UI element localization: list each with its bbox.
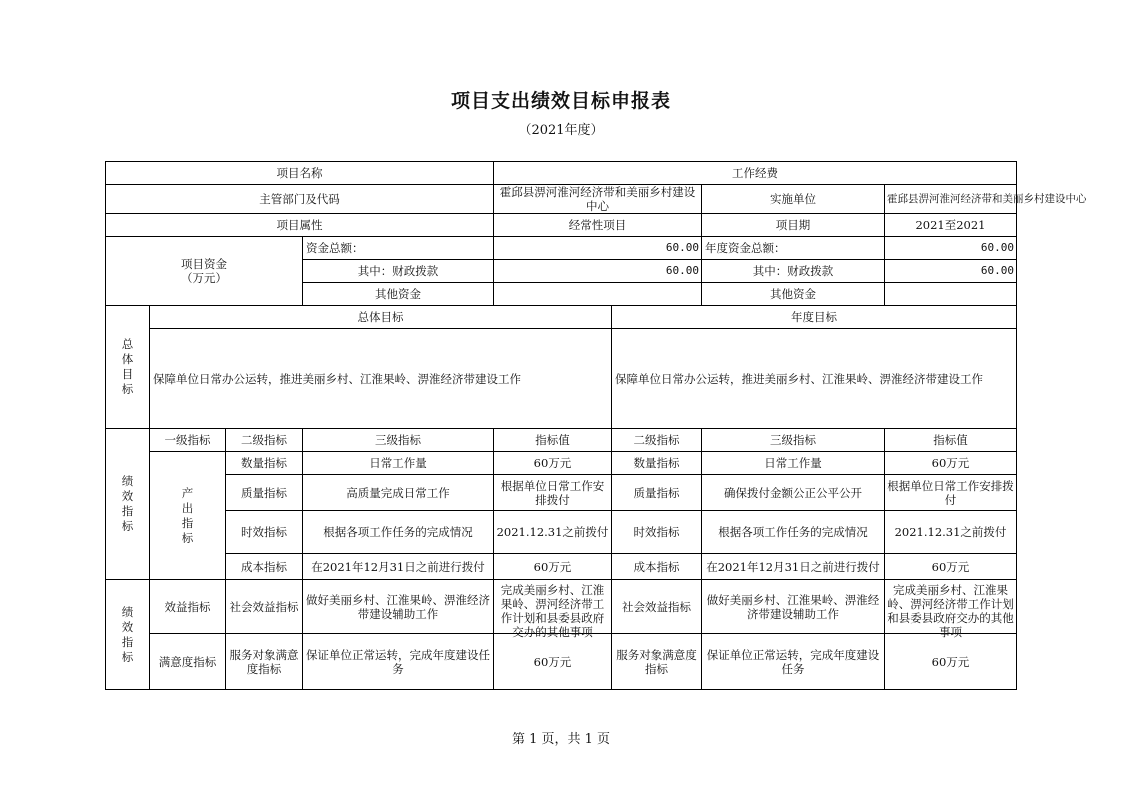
benefit-l1: 效益指标 (150, 580, 226, 634)
annual-output-l2: 时效指标 (612, 511, 702, 554)
annual-fiscal-value: 60.00 (885, 260, 1017, 283)
project-name-row (106, 162, 1017, 185)
level1-header: 一级指标 (150, 429, 226, 452)
attr-label: 项目属性 (106, 214, 494, 237)
benefit-l2: 社会效益指标 (226, 580, 303, 634)
table-row (106, 511, 1017, 554)
annual-output-value: 根据单位日常工作安排拨付 (885, 475, 1017, 511)
output-l2: 时效指标 (226, 511, 303, 554)
output-l3: 在2021年12月31日之前进行拨付 (303, 554, 494, 580)
department-row (106, 185, 1017, 214)
annual-level3-header: 三级指标 (702, 429, 885, 452)
annual-output-l2: 质量指标 (612, 475, 702, 511)
satisfaction-l3: 保证单位正常运转，完成年度建设任务 (303, 634, 494, 690)
period-value: 2021至2021 (885, 214, 1017, 237)
annual-output-value: 60万元 (885, 554, 1017, 580)
annual-satisfaction-l2: 服务对象满意度指标 (612, 634, 702, 690)
output-l2: 成本指标 (226, 554, 303, 580)
annual-output-l3: 确保拨付金额公正公平公开 (702, 475, 885, 511)
annual-output-l3: 根据各项工作任务的完成情况 (702, 511, 885, 554)
impl-value: 霍邱县淠河淮河经济带和美丽乡村建设中心 (885, 185, 1017, 214)
table-row (106, 452, 1017, 475)
funds-unit: （万元） (181, 271, 227, 285)
project-name-label: 项目名称 (106, 162, 494, 185)
annual-value-header: 指标值 (885, 429, 1017, 452)
annual-other-value (885, 283, 1017, 306)
fiscal-value: 60.00 (494, 260, 702, 283)
attribute-row (106, 214, 1017, 237)
benefit-value: 完成美丽乡村、江淮果岭、淠河经济带工作计划和县委县政府交办的其他事项 (494, 580, 612, 634)
annual-goal-text: 保障单位日常办公运转，推进美丽乡村、江淮果岭、淠淮经济带建设工作 (612, 329, 1017, 429)
performance-table (105, 161, 1087, 690)
goals-text-row (106, 329, 1017, 429)
dept-label: 主管部门及代码 (106, 185, 494, 214)
table-row (106, 554, 1017, 580)
annual-benefit-value: 完成美丽乡村、江淮果岭、淠河经济带工作计划和县委县政府交办的其他事项 (885, 580, 1017, 634)
annual-satisfaction-value: 60万元 (885, 634, 1017, 690)
attr-value: 经常性项目 (494, 214, 702, 237)
satisfaction-l1: 满意度指标 (150, 634, 226, 690)
fiscal-label: 其中：财政拨款 (303, 260, 494, 283)
output-l2: 质量指标 (226, 475, 303, 511)
perf-indicator-label: 绩 效 指 标 (106, 429, 150, 580)
funds-label: 项目资金 (181, 257, 227, 271)
output-l3: 高质量完成日常工作 (303, 475, 494, 511)
annual-output-value: 60万元 (885, 452, 1017, 475)
output-value: 2021.12.31之前拨付 (494, 511, 612, 554)
satisfaction-l2: 服务对象满意度指标 (226, 634, 303, 690)
funds-total-label: 资金总额： (303, 237, 494, 260)
output-l3: 根据各项工作任务的完成情况 (303, 511, 494, 554)
annual-output-l2: 数量指标 (612, 452, 702, 475)
level3-header: 三级指标 (303, 429, 494, 452)
annual-satisfaction-l3: 保证单位正常运转，完成年度建设任务 (702, 634, 885, 690)
annual-output-l3: 日常工作量 (702, 452, 885, 475)
annual-output-value: 2021.12.31之前拨付 (885, 511, 1017, 554)
period-label: 项目期 (702, 214, 885, 237)
table-row (106, 634, 1017, 690)
output-value: 60万元 (494, 554, 612, 580)
table-row (106, 475, 1017, 511)
annual-level2-header: 二级指标 (612, 429, 702, 452)
page-subtitle: （2021年度） (518, 123, 604, 138)
annual-other-label: 其他资金 (702, 283, 885, 306)
dept-value: 霍邱县淠河淮河经济带和美丽乡村建设中心 (494, 185, 702, 214)
output-value: 60万元 (494, 452, 612, 475)
value-header: 指标值 (494, 429, 612, 452)
annual-benefit-l2: 社会效益指标 (612, 580, 702, 634)
output-l3: 日常工作量 (303, 452, 494, 475)
annual-output-l3: 在2021年12月31日之前进行拨付 (702, 554, 885, 580)
project-name-value: 工作经费 (494, 162, 1017, 185)
impl-label: 实施单位 (702, 185, 885, 214)
goals-label: 总 体 目 标 (106, 306, 150, 429)
overall-goal-text: 保障单位日常办公运转，推进美丽乡村、江淮果岭、淠淮经济带建设工作 (150, 329, 612, 429)
satisfaction-value: 60万元 (494, 634, 612, 690)
output-indicator-label: 产 出 指 标 (150, 452, 226, 580)
funds-total-row (106, 237, 1017, 260)
annual-fiscal-label: 其中：财政拨款 (702, 260, 885, 283)
annual-total-value: 60.00 (885, 237, 1017, 260)
annual-goal-header: 年度目标 (612, 306, 1017, 329)
page-title: 项目支出绩效目标申报表 (450, 90, 671, 112)
goals-header-row (106, 306, 1017, 329)
overall-goal-header: 总体目标 (150, 306, 612, 329)
other-label: 其他资金 (303, 283, 494, 306)
indicator-header-row (106, 429, 1017, 452)
output-l2: 数量指标 (226, 452, 303, 475)
perf-indicator-label-2: 绩 效 指 标 (106, 580, 150, 690)
funds-label-cell (106, 237, 303, 306)
benefit-l3: 做好美丽乡村、江淮果岭、淠淮经济带建设辅助工作 (303, 580, 494, 634)
page-footer: 第 1 页，共 1 页 (511, 732, 611, 747)
table-row (106, 580, 1017, 634)
annual-total-label: 年度资金总额： (702, 237, 885, 260)
annual-benefit-l3: 做好美丽乡村、江淮果岭、淠淮经济带建设辅助工作 (702, 580, 885, 634)
other-value (494, 283, 702, 306)
output-value: 根据单位日常工作安排拨付 (494, 475, 612, 511)
funds-total-value: 60.00 (494, 237, 702, 260)
annual-output-l2: 成本指标 (612, 554, 702, 580)
level2-header: 二级指标 (226, 429, 303, 452)
